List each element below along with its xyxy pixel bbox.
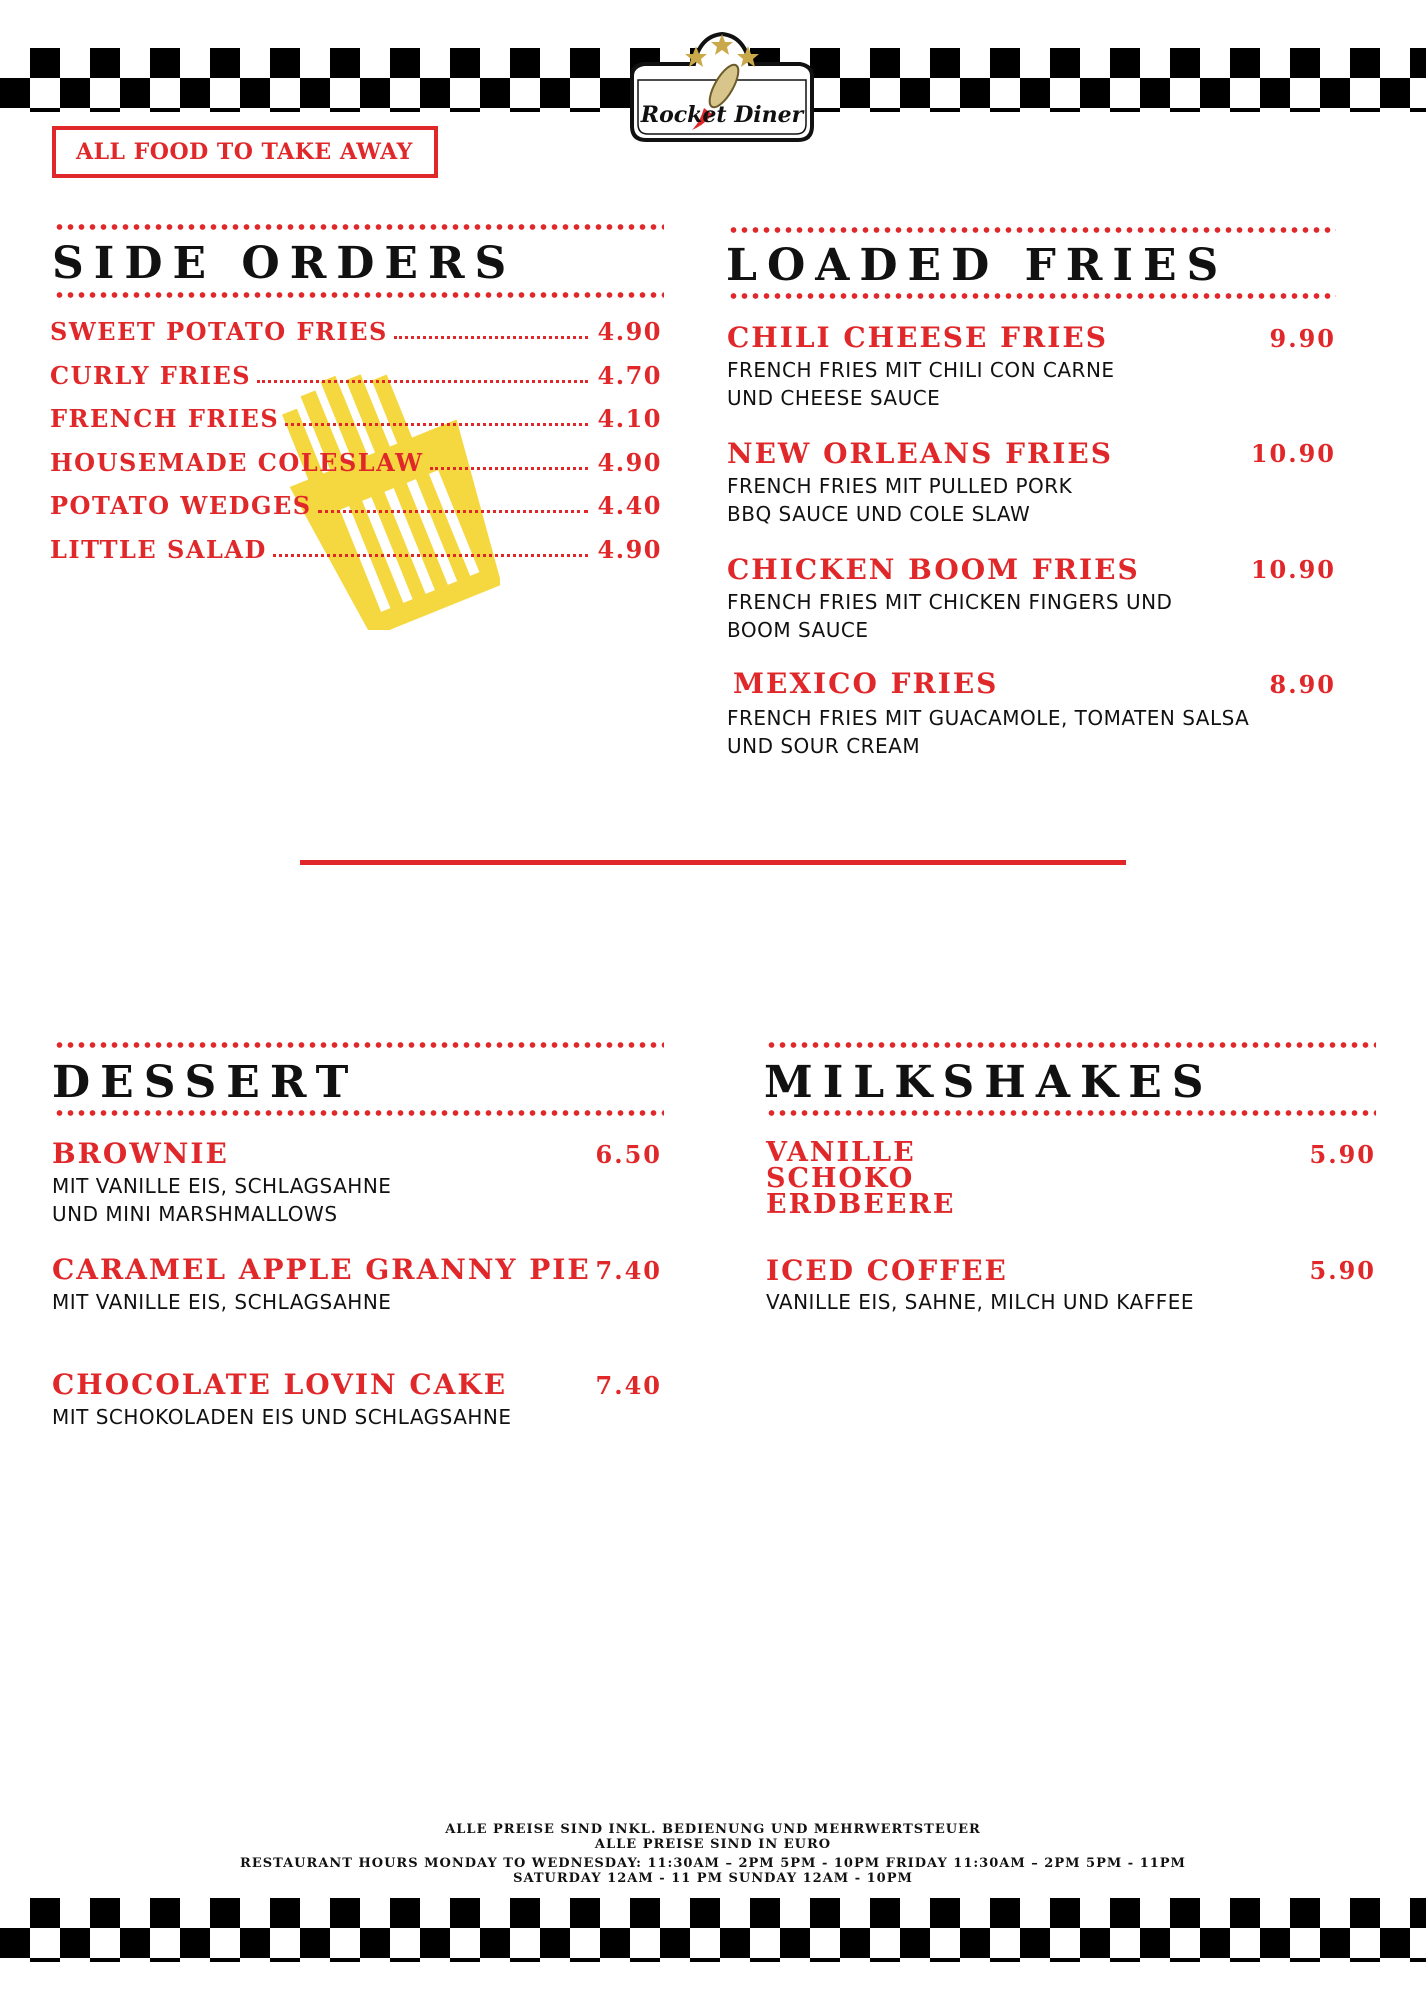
footer-currency-note: ALLE PREISE SIND IN EURO [594, 1837, 832, 1852]
footer-weekend-hours: SATURDAY 12AM - 11 PM SUNDAY 12AM - 10PM [513, 1871, 913, 1886]
footer-hours: RESTAURANT HOURS MONDAY TO WEDNESDAY: 11:30AM – 2PM 5PM - 10PM FRIDAY 11:30AM – 2PM 5PM - 11PM [240, 1856, 1186, 1871]
item-price: 10.90 [1250, 555, 1336, 584]
item-name: SWEET POTATO FRIES [50, 317, 388, 346]
item-price: 8.90 [1269, 670, 1336, 699]
dotted-rule [766, 1110, 1376, 1116]
dotted-rule [54, 224, 664, 230]
item-price: 7.40 [595, 1371, 662, 1400]
checkered-border-bottom [0, 1898, 1426, 1962]
side-order-item [50, 356, 662, 390]
item-name: CHOCOLATE LOVIN CAKE [52, 1368, 508, 1401]
dot-leader [285, 423, 587, 426]
milkshakes-heading: MILKSHAKES [764, 1057, 1214, 1108]
item-name: CHILI CHEESE FRIES [727, 321, 1108, 354]
dotted-rule [766, 1042, 1376, 1048]
dotted-rule [728, 293, 1336, 299]
dot-leader [430, 467, 588, 470]
item-name: BROWNIE [52, 1137, 229, 1170]
take-away-notice: ALL FOOD TO TAKE AWAY [52, 126, 438, 178]
item-name: CARAMEL APPLE GRANNY PIE [52, 1253, 591, 1286]
item-price: 4.90 [597, 535, 662, 564]
item-name: ICED COFFEE [766, 1254, 1008, 1287]
item-name: HOUSEMADE COLESLAW [50, 448, 424, 477]
side-order-item [50, 399, 662, 433]
item-description: FRENCH FRIES MIT PULLED PORK BBQ SAUCE UND COLE SLAW [727, 474, 1073, 526]
item-price: 4.70 [597, 361, 662, 390]
side-orders-heading: SIDE ORDERS [52, 238, 517, 289]
item-name: VANILLE [766, 1137, 916, 1168]
dessert-heading: DESSERT [52, 1057, 359, 1108]
dotted-rule [54, 1042, 664, 1048]
item-name: NEW ORLEANS FRIES [727, 437, 1113, 470]
item-price: 10.90 [1250, 439, 1336, 468]
item-price: 7.40 [595, 1256, 662, 1285]
dotted-rule [54, 1110, 664, 1116]
item-name: MEXICO FRIES [733, 667, 999, 700]
item-price: 5.90 [1309, 1256, 1376, 1285]
item-price: 4.90 [597, 317, 662, 346]
item-price: 4.40 [597, 491, 662, 520]
side-order-item [50, 486, 662, 520]
section-divider [300, 860, 1126, 865]
item-name: LITTLE SALAD [50, 535, 267, 564]
dotted-rule [54, 292, 664, 298]
item-price: 9.90 [1269, 324, 1336, 353]
item-price: 6.50 [595, 1140, 662, 1169]
item-description: MIT VANILLE EIS, SCHLAGSAHNE [52, 1290, 392, 1314]
item-name: POTATO WEDGES [50, 491, 312, 520]
rocket-diner-logo [620, 26, 824, 150]
dot-leader [257, 380, 587, 383]
item-name: CURLY FRIES [50, 361, 252, 390]
dotted-rule [728, 227, 1336, 233]
item-name-group [766, 1137, 956, 1220]
loaded-fries-heading: LOADED FRIES [726, 240, 1229, 291]
item-name: CHICKEN BOOM FRIES [727, 553, 1140, 586]
item-name: FRENCH FRIES [50, 404, 280, 433]
item-description: MIT SCHOKOLADEN EIS UND SCHLAGSAHNE [52, 1405, 512, 1429]
item-price: 5.90 [1309, 1140, 1376, 1169]
dot-leader [273, 554, 588, 557]
item-description: MIT VANILLE EIS, SCHLAGSAHNE UND MINI MARSHMALLOWS [52, 1174, 392, 1226]
item-price: 4.10 [597, 404, 662, 433]
side-order-item [50, 530, 662, 564]
item-description: FRENCH FRIES MIT GUACAMOLE, TOMATEN SALSA UND SOUR CREAM [727, 706, 1250, 758]
item-description: FRENCH FRIES MIT CHILI CON CARNE UND CHEESE SAUCE [727, 358, 1115, 410]
item-price: 4.90 [597, 448, 662, 477]
svg-text:Rocket Diner: Rocket Diner [640, 102, 804, 128]
item-name: SCHOKO [766, 1163, 915, 1194]
item-description: FRENCH FRIES MIT CHICKEN FINGERS UND BOOM SAUCE [727, 590, 1173, 642]
side-order-item [50, 443, 662, 477]
item-description: VANILLE EIS, SAHNE, MILCH UND KAFFEE [766, 1290, 1195, 1314]
dot-leader [318, 510, 588, 513]
side-order-item [50, 312, 662, 346]
item-name: ERDBEERE [766, 1189, 956, 1220]
dot-leader [394, 336, 588, 339]
footer-service-note: ALLE PREISE SIND INKL. BEDIENUNG UND MEHRWERTSTEUER [445, 1822, 981, 1837]
